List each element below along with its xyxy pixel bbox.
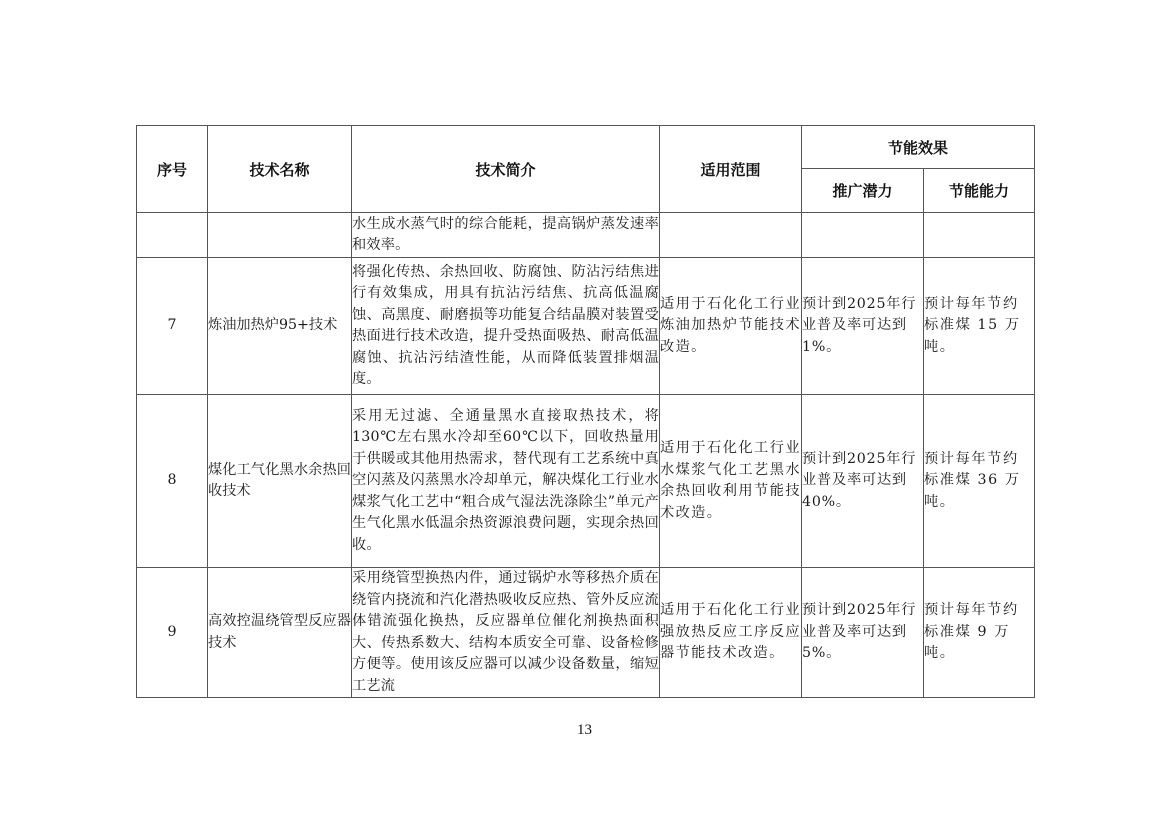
row-name <box>208 213 352 258</box>
header-scope: 适用范围 <box>660 126 802 213</box>
row-description: 水生成水蒸气时的综合能耗，提高锅炉蒸发速率和效率。 <box>352 213 660 258</box>
header-potential: 推广潜力 <box>802 169 924 213</box>
table-row <box>137 395 1035 568</box>
row-name: 高效控温绕管型反应器技术 <box>208 568 352 698</box>
row-potential <box>802 213 924 258</box>
row-description: 采用绕管型换热内件，通过锅炉水等移热介质在绕管内挠流和汽化潜热吸收反应热、管外反应流体错流强化换热，反应器单位催化剂换热面积大、传热系数大、结构本质安全可靠、设备检修方便等。使用该反应器可以减少设备数量，缩短工艺流 <box>352 568 660 698</box>
row-description: 采用无过滤、全通量黑水直接取热技术，将130℃左右黑水冷却至60℃以下，回收热量用于供暖或其他用热需求，替代现有工艺系统中真空闪蒸及闪蒸黑水冷却单元，解决煤化工行业水煤浆气化工艺中“粗合成气湿法洗涤除尘”单元产生气化黑水低温余热资源浪费问题，实现余热回收。 <box>352 395 660 568</box>
row-capacity <box>924 213 1035 258</box>
row-description: 将强化传热、余热回收、防腐蚀、防沾污结焦进行有效集成，用具有抗沾污结焦、抗高低温腐蚀、高黑度、耐磨损等功能复合结晶膜对装置受热面进行技术改造，提升受热面吸热、耐高低温腐蚀、抗沾污结渣性能，从而降低装置排烟温度。 <box>352 258 660 395</box>
row-scope <box>660 213 802 258</box>
row-potential: 预计到2025年行业普及率可达到5%。 <box>802 568 924 698</box>
row-index: 7 <box>137 258 208 395</box>
row-index: 9 <box>137 568 208 698</box>
table-row <box>137 258 1035 395</box>
header-row-top <box>137 126 1035 169</box>
header-capacity: 节能能力 <box>924 169 1035 213</box>
row-potential: 预计到2025年行业普及率可达到1%。 <box>802 258 924 395</box>
row-scope: 适用于石化化工行业强放热反应工序反应器节能技术改造。 <box>660 568 802 698</box>
row-name: 煤化工气化黑水余热回收技术 <box>208 395 352 568</box>
row-index: 8 <box>137 395 208 568</box>
table-row <box>137 213 1035 258</box>
row-capacity: 预计每年节约标准煤 9 万吨。 <box>924 568 1035 698</box>
header-effect-group: 节能效果 <box>802 126 1035 169</box>
page-number: 13 <box>577 722 592 738</box>
header-index: 序号 <box>137 126 208 213</box>
row-index <box>137 213 208 258</box>
header-description: 技术简介 <box>352 126 660 213</box>
row-potential: 预计到2025年行业普及率可达到40%。 <box>802 395 924 568</box>
header-name: 技术名称 <box>208 126 352 213</box>
row-scope: 适用于石化化工行业水煤浆气化工艺黑水余热回收利用节能技术改造。 <box>660 395 802 568</box>
row-capacity: 预计每年节约标准煤 15 万吨。 <box>924 258 1035 395</box>
row-scope: 适用于石化化工行业炼油加热炉节能技术改造。 <box>660 258 802 395</box>
row-capacity: 预计每年节约标准煤 36 万吨。 <box>924 395 1035 568</box>
table-row <box>137 568 1035 698</box>
energy-saving-technology-table <box>136 125 1035 698</box>
row-name: 炼油加热炉95+技术 <box>208 258 352 395</box>
